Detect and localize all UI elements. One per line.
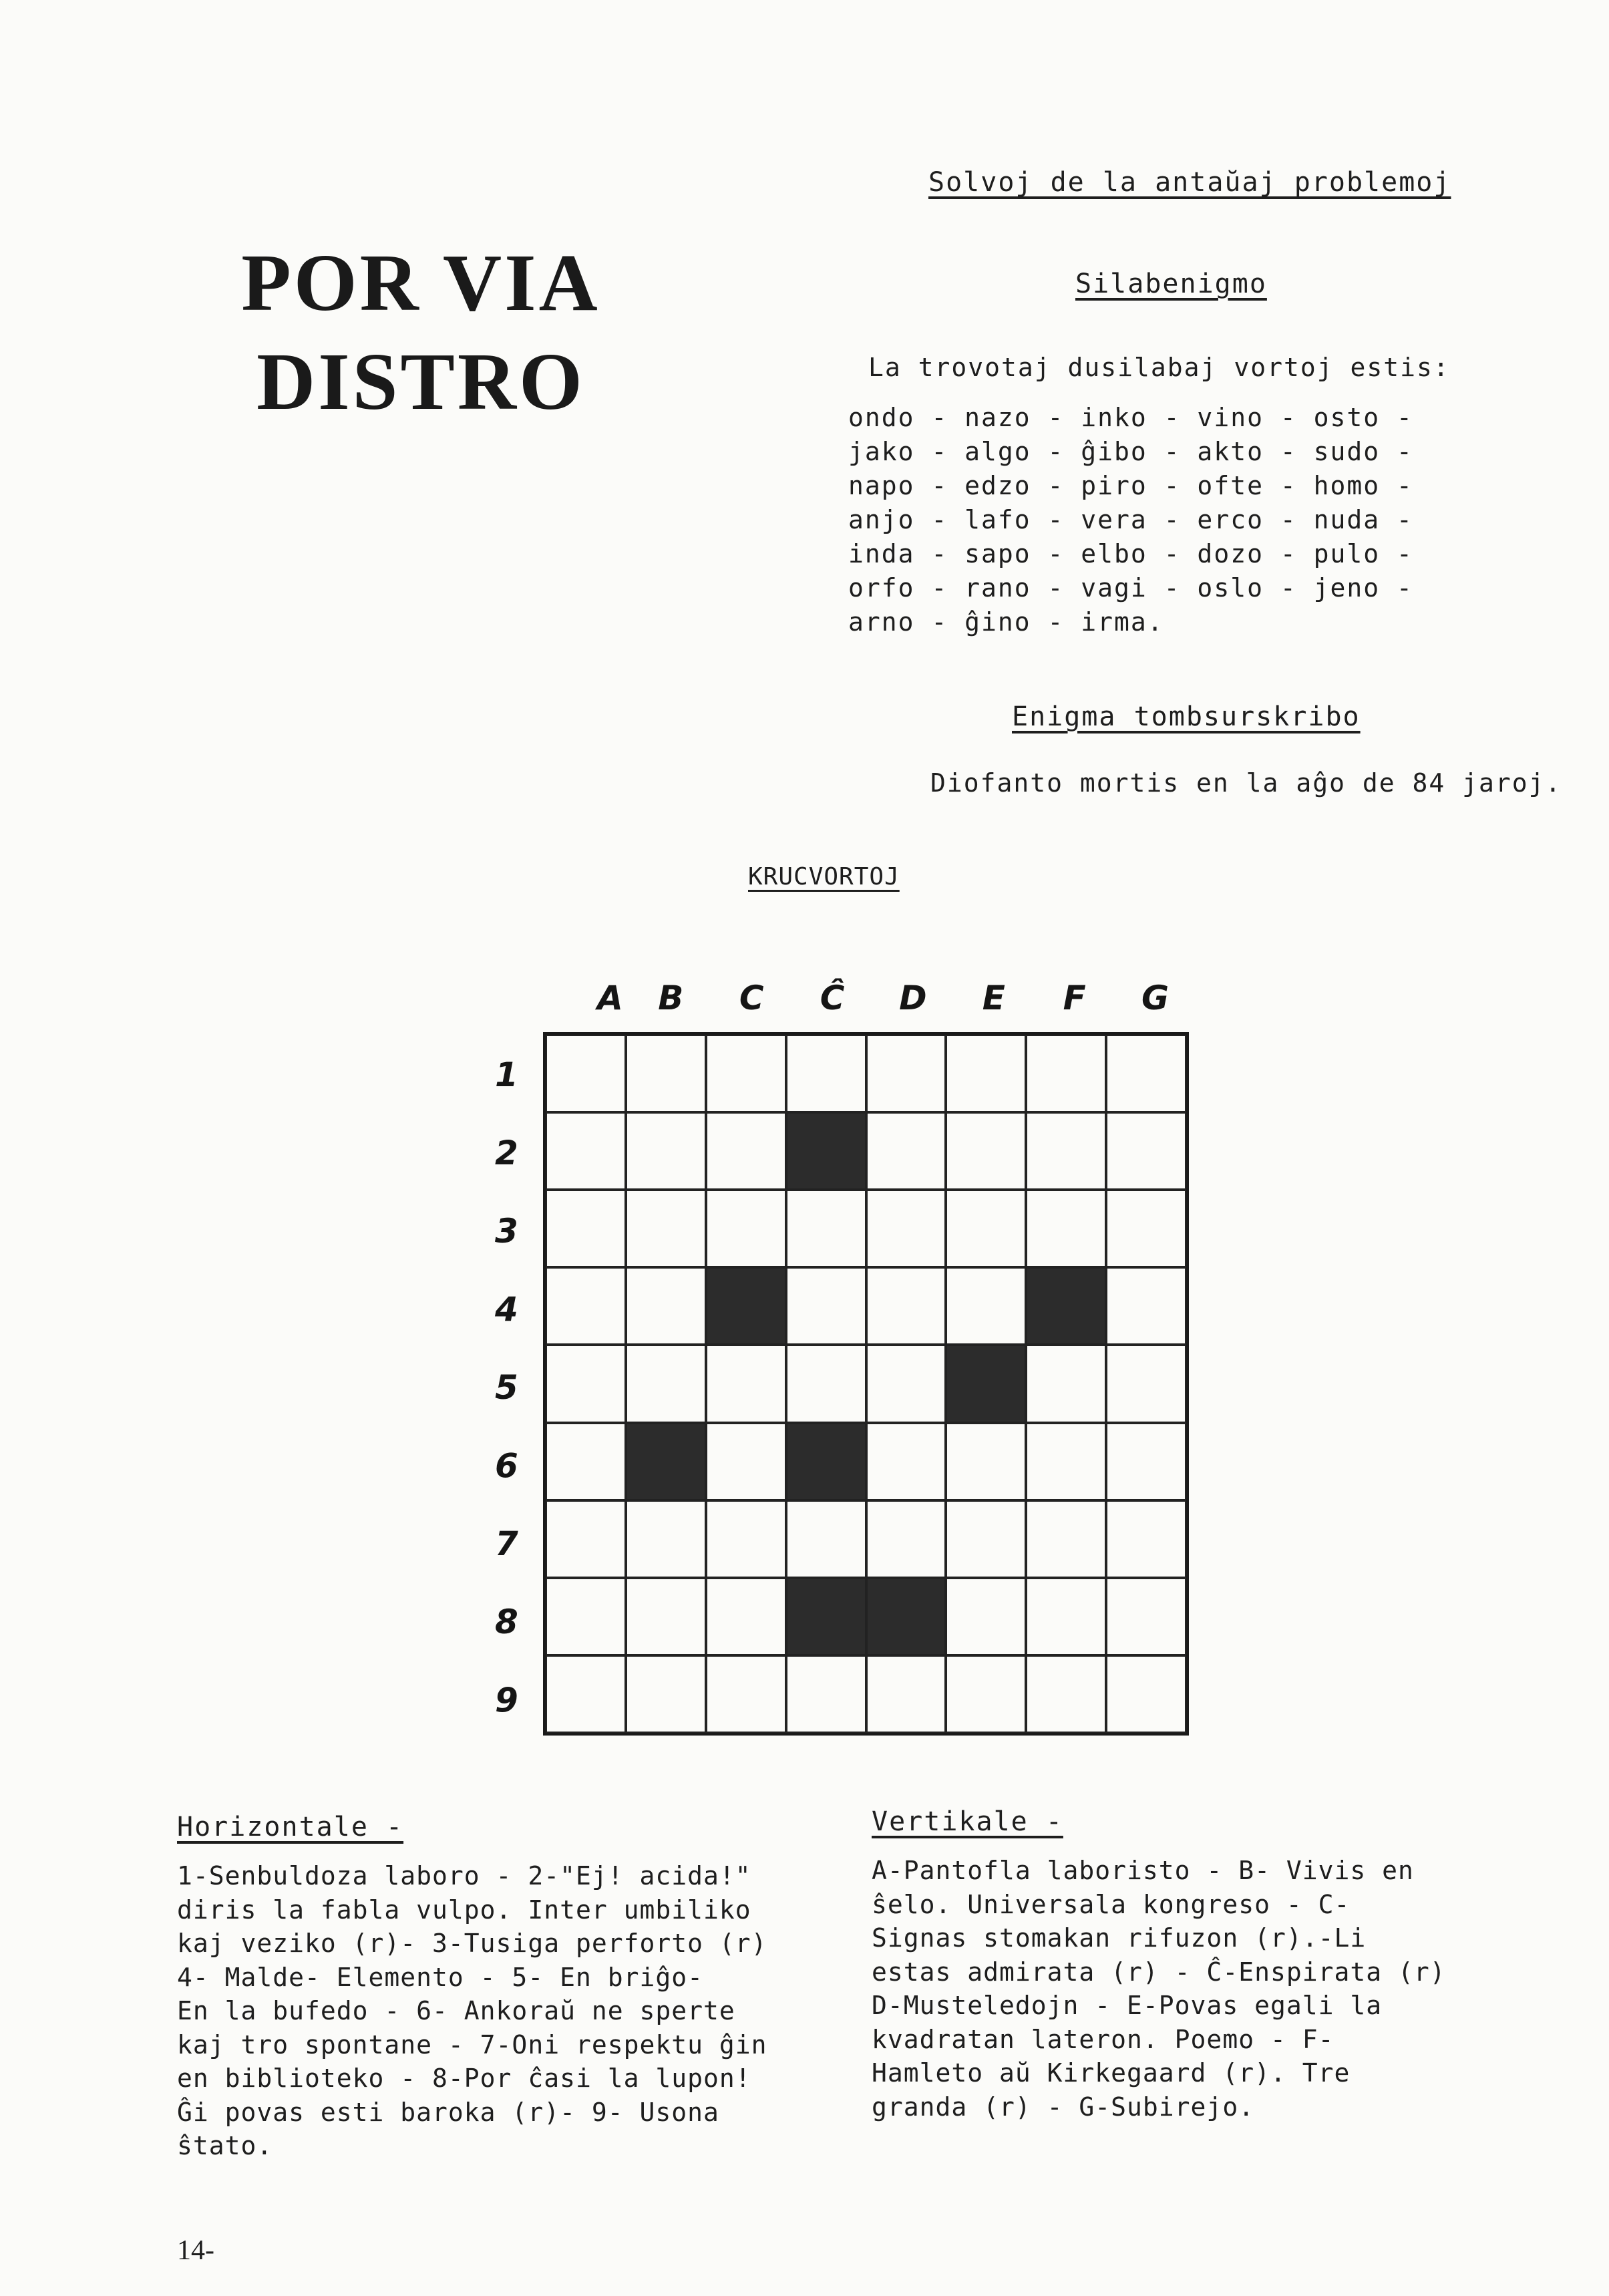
grid-cell[interactable] <box>1026 1578 1106 1655</box>
grid-cell[interactable] <box>866 1112 946 1190</box>
column-label: F <box>1063 979 1086 1017</box>
word-line: arno - ĝino - irma. <box>848 607 1164 637</box>
clue-line: Ĝi povas esti baroka (r)- 9- Usona <box>177 2097 719 2127</box>
grid-cell[interactable] <box>1026 1500 1106 1578</box>
black-cell <box>866 1578 946 1655</box>
grid-cell[interactable] <box>946 1578 1026 1655</box>
grid-cell[interactable] <box>866 1190 946 1267</box>
row-label: 8 <box>495 1603 518 1642</box>
crossword-heading: KRUCVORTOJ <box>748 863 900 890</box>
grid-cell[interactable] <box>546 1578 626 1655</box>
grid-cell[interactable] <box>546 1423 626 1500</box>
grid-cell[interactable] <box>946 1500 1026 1578</box>
grid-cell[interactable] <box>706 1112 786 1190</box>
clue-line: diris la fabla vulpo. Inter umbiliko <box>177 1895 751 1925</box>
word-line: anjo - lafo - vera - erco - nuda - <box>848 505 1413 534</box>
grid-cell[interactable] <box>546 1267 626 1345</box>
clue-line: ŝtato. <box>177 2131 273 2160</box>
grid-cell[interactable] <box>1026 1112 1106 1190</box>
grid-cell[interactable] <box>786 1267 866 1345</box>
grid-cell[interactable] <box>1026 1345 1106 1422</box>
grid-cell[interactable] <box>1106 1500 1186 1578</box>
grid-cell[interactable] <box>626 1035 706 1112</box>
grid-cell[interactable] <box>626 1345 706 1422</box>
grid-cell[interactable] <box>866 1267 946 1345</box>
clue-line: kvadratan lateron. Poemo - F- <box>872 2024 1334 2054</box>
clue-line: Hamleto aŭ Kirkegaard (r). Tre <box>872 2058 1351 2088</box>
grid-cell[interactable] <box>1106 1655 1186 1733</box>
row-label: 7 <box>495 1524 518 1564</box>
row-label: 5 <box>495 1368 518 1408</box>
grid-cell[interactable] <box>1106 1578 1186 1655</box>
grid-cell[interactable] <box>546 1500 626 1578</box>
clue-line: granda (r) - G-Subirejo. <box>872 2092 1255 2122</box>
grid-cell[interactable] <box>546 1035 626 1112</box>
grid-cell[interactable] <box>626 1112 706 1190</box>
grid-cell[interactable] <box>1026 1190 1106 1267</box>
grid-cell[interactable] <box>946 1423 1026 1500</box>
horizontal-clues-heading <box>177 1812 403 1842</box>
clue-line: en biblioteko - 8-Por ĉasi la lupon! <box>177 2064 751 2093</box>
grid-cell[interactable] <box>706 1035 786 1112</box>
epitaph-enigma-heading: Enigma tombsurskribo <box>1012 701 1361 732</box>
column-label: C <box>739 979 764 1017</box>
grid-cell[interactable] <box>706 1578 786 1655</box>
grid-cell[interactable] <box>946 1267 1026 1345</box>
clue-line: 4- Malde- Elemento - 5- En briĝo- <box>177 1962 703 1992</box>
grid-cell[interactable] <box>546 1190 626 1267</box>
clue-line: kaj tro spontane - 7-Oni respektu ĝin <box>177 2029 767 2060</box>
grid-cell[interactable] <box>546 1112 626 1190</box>
grid-cell[interactable] <box>946 1655 1026 1733</box>
horizontal-heading-text: Horizontale - <box>177 1812 404 1842</box>
grid-cell[interactable] <box>1106 1423 1186 1500</box>
black-cell <box>1026 1267 1106 1345</box>
clue-line: 1-Senbuldoza laboro - 2-"Ej! acida!" <box>177 1861 751 1891</box>
grid-cell[interactable] <box>1106 1267 1186 1345</box>
horizontal-clues <box>177 1859 767 2163</box>
grid-cell[interactable] <box>866 1345 946 1422</box>
epitaph-enigma-answer: Diofanto mortis en la aĝo de 84 jaroj. <box>930 768 1562 798</box>
row-label: 2 <box>495 1134 518 1173</box>
page-title <box>200 234 641 432</box>
grid-cell[interactable] <box>1026 1655 1106 1733</box>
grid-cell[interactable] <box>546 1345 626 1422</box>
word-line: jako - algo - ĝibo - akto - sudo - <box>848 437 1413 466</box>
word-line: orfo - rano - vagi - oslo - jeno - <box>848 573 1413 603</box>
black-cell <box>786 1423 866 1500</box>
grid-cell[interactable] <box>946 1035 1026 1112</box>
grid-cell[interactable] <box>786 1345 866 1422</box>
word-line: napo - edzo - piro - ofte - homo - <box>848 471 1413 500</box>
title-line-2: DISTRO <box>256 337 585 427</box>
row-label: 6 <box>495 1446 518 1486</box>
grid-cell[interactable] <box>866 1423 946 1500</box>
column-label: E <box>982 979 1005 1017</box>
grid-cell[interactable] <box>946 1112 1026 1190</box>
clue-line: En la bufedo - 6- Ankoraŭ ne sperte <box>177 1996 735 2025</box>
grid-cell[interactable] <box>1106 1190 1186 1267</box>
black-cell <box>626 1423 706 1500</box>
syllable-enigma-intro: La trovotaj dusilabaj vortoj estis: <box>868 353 1450 382</box>
grid-cell[interactable] <box>626 1500 706 1578</box>
black-cell <box>786 1578 866 1655</box>
clue-line: kaj veziko (r)- 3-Tusiga perforto (r) <box>177 1929 767 1958</box>
grid-cell[interactable] <box>946 1190 1026 1267</box>
grid-cell[interactable] <box>866 1500 946 1578</box>
column-label: A <box>597 979 623 1017</box>
clue-line: ŝelo. Universala kongreso - C- <box>872 1889 1351 1919</box>
column-label: B <box>658 979 684 1017</box>
grid-cell[interactable] <box>626 1267 706 1345</box>
black-cell <box>706 1267 786 1345</box>
solutions-heading: Solvoj de la antaŭaj problemoj <box>928 167 1451 198</box>
clue-line: Signas stomakan rifuzon (r).-Li <box>872 1923 1367 1953</box>
black-cell <box>946 1345 1026 1422</box>
row-label: 4 <box>495 1290 518 1329</box>
grid-cell[interactable] <box>866 1655 946 1733</box>
word-line: inda - sapo - elbo - dozo - pulo - <box>848 539 1413 568</box>
vertical-clues <box>872 1854 1446 2124</box>
grid-cell[interactable] <box>626 1190 706 1267</box>
grid-cell[interactable] <box>706 1655 786 1733</box>
grid-cell[interactable] <box>786 1035 866 1112</box>
grid-cell[interactable] <box>1026 1035 1106 1112</box>
column-label: Ĉ <box>820 979 845 1017</box>
grid-cell[interactable] <box>706 1423 786 1500</box>
black-cell <box>786 1112 866 1190</box>
vertical-clues-heading <box>872 1806 1063 1837</box>
column-label: D <box>899 979 927 1017</box>
grid-cell[interactable] <box>706 1190 786 1267</box>
grid-cell[interactable] <box>866 1035 946 1112</box>
grid-cell[interactable] <box>786 1500 866 1578</box>
word-line: ondo - nazo - inko - vino - osto - <box>848 403 1413 432</box>
clue-line: D-Musteledojn - E-Povas egali la <box>872 1991 1383 2020</box>
syllable-enigma-heading: Silabenigmo <box>1075 269 1267 299</box>
syllable-enigma-words <box>848 401 1413 639</box>
column-label: G <box>1141 979 1170 1017</box>
grid-cell[interactable] <box>1026 1423 1106 1500</box>
grid-cell[interactable] <box>626 1578 706 1655</box>
row-label: 9 <box>495 1681 518 1720</box>
title-line-1: POR VIA <box>241 238 600 328</box>
grid-cell[interactable] <box>1106 1345 1186 1422</box>
clue-line: A-Pantofla laboristo - B- Vivis en <box>872 1856 1414 1885</box>
grid-cell[interactable] <box>706 1345 786 1422</box>
grid-cell[interactable] <box>786 1190 866 1267</box>
grid-cell[interactable] <box>786 1655 866 1733</box>
grid-cell[interactable] <box>546 1655 626 1733</box>
grid-cell[interactable] <box>1106 1112 1186 1190</box>
vertical-heading-text: Vertikale - <box>872 1806 1063 1837</box>
row-label: 3 <box>495 1212 518 1251</box>
crossword-grid <box>543 1032 1189 1736</box>
grid-cell[interactable] <box>1106 1035 1186 1112</box>
page-number: 14- <box>177 2235 214 2266</box>
grid-cell[interactable] <box>706 1500 786 1578</box>
grid-cell[interactable] <box>626 1655 706 1733</box>
row-label: 1 <box>495 1055 518 1095</box>
clue-line: estas admirata (r) - Ĉ-Enspirata (r) <box>872 1957 1446 1987</box>
